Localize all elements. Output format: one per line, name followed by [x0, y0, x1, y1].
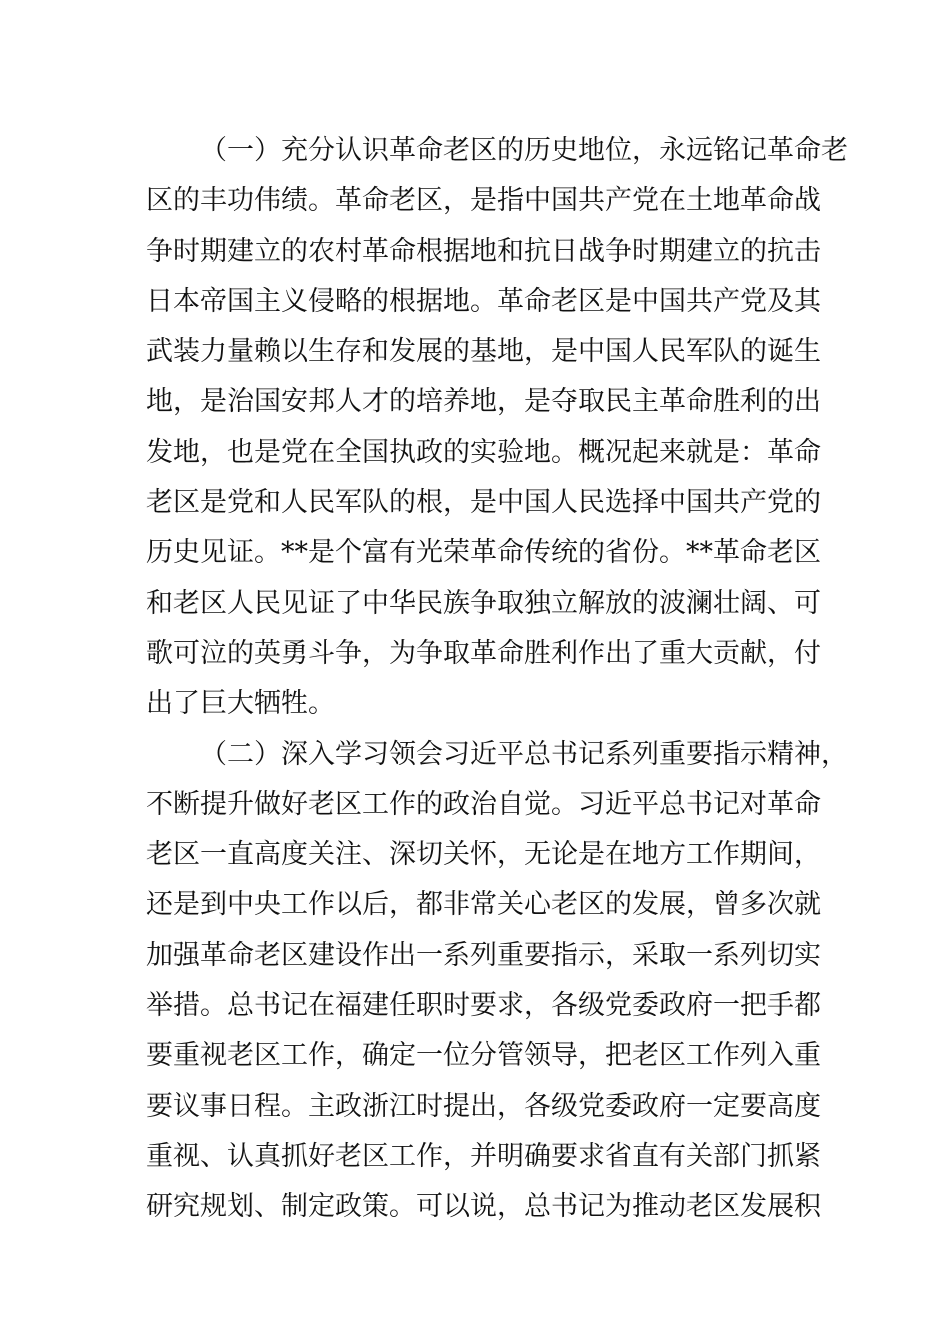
paragraph-line: （二）深入学习领会习近平总书记系列重要指示精神，	[200, 738, 848, 770]
paragraph-line: 争时期建立的农村革命根据地和抗日战争时期建立的抗击	[146, 235, 821, 267]
paragraph-line: （一）充分认识革命老区的历史地位，永远铭记革命老	[200, 135, 848, 166]
body-text	[146, 126, 848, 1233]
paragraph-line: 发地，也是党在全国执政的实验地。概况起来就是：革命	[146, 436, 821, 468]
paragraph-line: 和老区人民见证了中华民族争取独立解放的波澜壮阔、可	[146, 587, 821, 619]
paragraph-line: 研究规划、制定政策。可以说，总书记为推动老区发展积	[146, 1191, 821, 1223]
paragraph-line: 老区是党和人民军队的根，是中国人民选择中国共产党的	[146, 487, 821, 519]
paragraph-line: 加强革命老区建设作出一系列重要指示，采取一系列切实	[146, 939, 821, 971]
paragraph-line: 不断提升做好老区工作的政治自觉。习近平总书记对革命	[146, 788, 821, 820]
paragraph-line: 还是到中央工作以后，都非常关心老区的发展，曾多次就	[146, 889, 821, 921]
paragraph-line: 老区一直高度关注、深切关怀，无论是在地方工作期间，	[146, 839, 821, 871]
paragraph-line: 地，是治国安邦人才的培养地，是夺取民主革命胜利的出	[146, 386, 821, 418]
paragraph-2	[146, 730, 848, 1233]
paragraph-line: 历史见证。**是个富有光荣革命传统的省份。**革命老区	[146, 537, 821, 569]
paragraph-line: 出了巨大牺牲。	[146, 688, 335, 720]
paragraph-line: 举措。总书记在福建任职时要求，各级党委政府一把手都	[146, 990, 821, 1022]
paragraph-line: 区的丰功伟绩。革命老区，是指中国共产党在土地革命战	[146, 185, 821, 217]
paragraph-line: 日本帝国主义侵略的根据地。革命老区是中国共产党及其	[146, 285, 821, 317]
paragraph-1	[146, 126, 848, 730]
paragraph-line: 武装力量赖以生存和发展的基地，是中国人民军队的诞生	[146, 336, 821, 368]
paragraph-line: 要议事日程。主政浙江时提出，各级党委政府一定要高度	[146, 1090, 821, 1122]
paragraph-line: 要重视老区工作，确定一位分管领导，把老区工作列入重	[146, 1040, 821, 1072]
paragraph-line: 重视、认真抓好老区工作，并明确要求省直有关部门抓紧	[146, 1140, 821, 1172]
paragraph-line: 歌可泣的英勇斗争，为争取革命胜利作出了重大贡献，付	[146, 637, 821, 669]
